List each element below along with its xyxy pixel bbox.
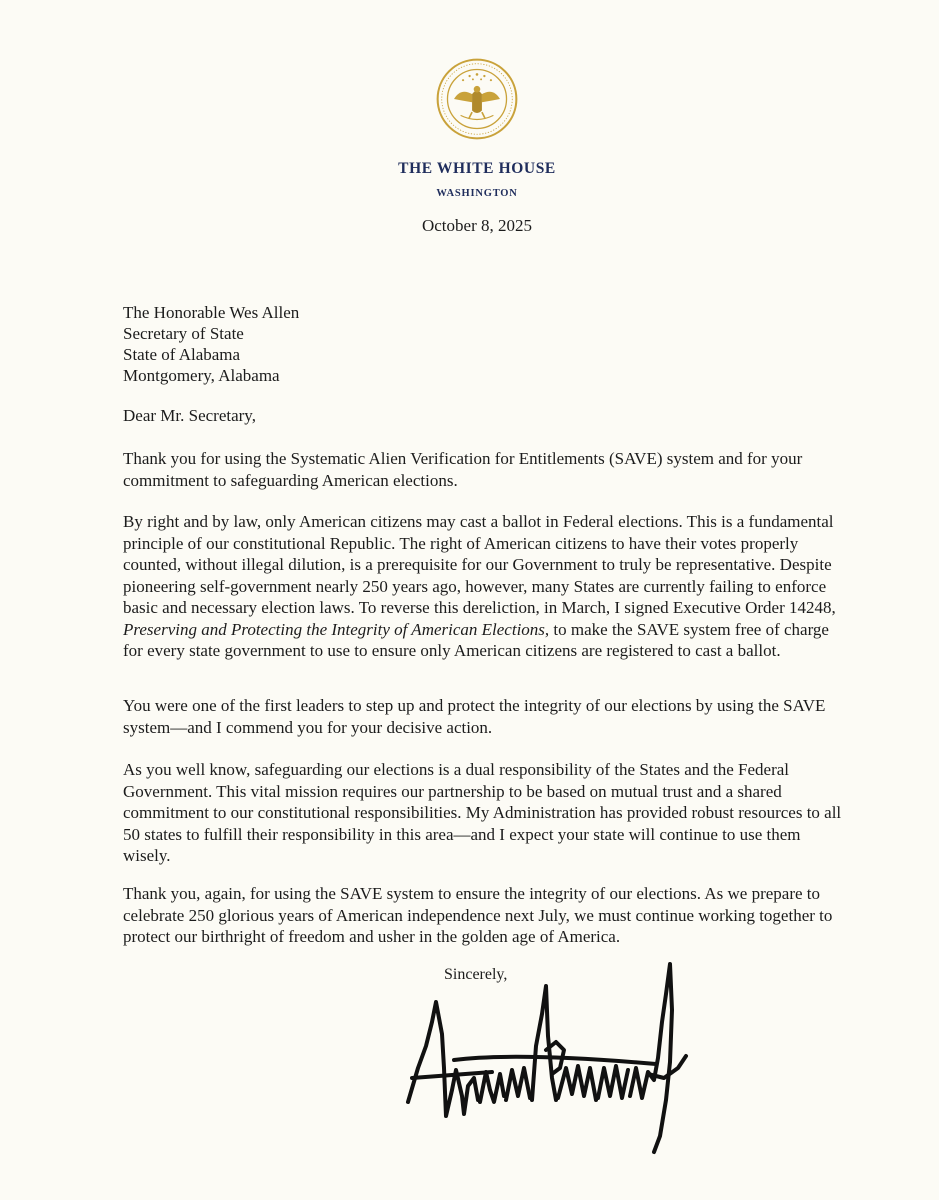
closing: Sincerely,: [444, 966, 508, 983]
presidential-seal-icon: [436, 58, 518, 140]
letterhead-subtitle: WASHINGTON: [436, 188, 518, 199]
body-paragraph-5: Thank you, again, for using the SAVE system to ensure the integrity of our elections. As we prepare to celebrate 250 glorious years of American independence next July, we must continue working together to protect our birthright of freedom and usher in the golden age of America.: [123, 884, 833, 946]
body-paragraph-1: Thank you for using the Systematic Alien Verification for Entitlements (SAVE) system and for your commitment to safeguarding American elections.: [123, 449, 803, 490]
executive-order-title: Preserving and Protecting the Integrity of American Elections: [123, 619, 545, 639]
addressee-city: Montgomery, Alabama: [123, 366, 280, 385]
paragraph-2-text-start: By right and by law, only American citizens may cast a ballot in Federal elections. This is a fundamental principle of our constitutional Republic. The right of American citizens to have their votes properly counted, without illegal dilution, is a prerequisite for our Government to truly be representative. Despite pioneering self-government nearly 250 years ago, however, many States are currently failing to enforce basic and necessary election laws. To reverse this dereliction, in March, I signed Executive Order 14248,: [123, 512, 836, 617]
addressee-title: Secretary of State: [123, 324, 244, 343]
body-paragraph-2: [123, 511, 843, 662]
signature: [396, 950, 701, 1155]
addressee-block: [123, 302, 299, 386]
addressee-state: State of Alabama: [123, 345, 241, 364]
letterhead-title: THE WHITE HOUSE: [398, 160, 556, 177]
body-paragraph-4: As you well know, safeguarding our elections is a dual responsibility of the States and the Federal Government. This vital mission requires our partnership to be based on mutual trust and a shared commitment to our constitutional responsibilities. My Administration has provided robust resources to all 50 states to fulfill their responsibility in this area—and I expect your state will continue to use them wisely.: [123, 760, 842, 865]
paragraph-2-text-end: , to make the SAVE system free of charge for every state government to use to ensure only American citizens are registered to cast a ballot.: [123, 619, 829, 660]
salutation: Dear Mr. Secretary,: [123, 406, 256, 425]
addressee-name: The Honorable Wes Allen: [123, 303, 300, 322]
body-paragraph-3: You were one of the first leaders to step up and protect the integrity of our elections by using the SAVE system—and I commend you for your decisive action.: [123, 696, 826, 737]
letter-date: October 8, 2025: [421, 216, 532, 235]
